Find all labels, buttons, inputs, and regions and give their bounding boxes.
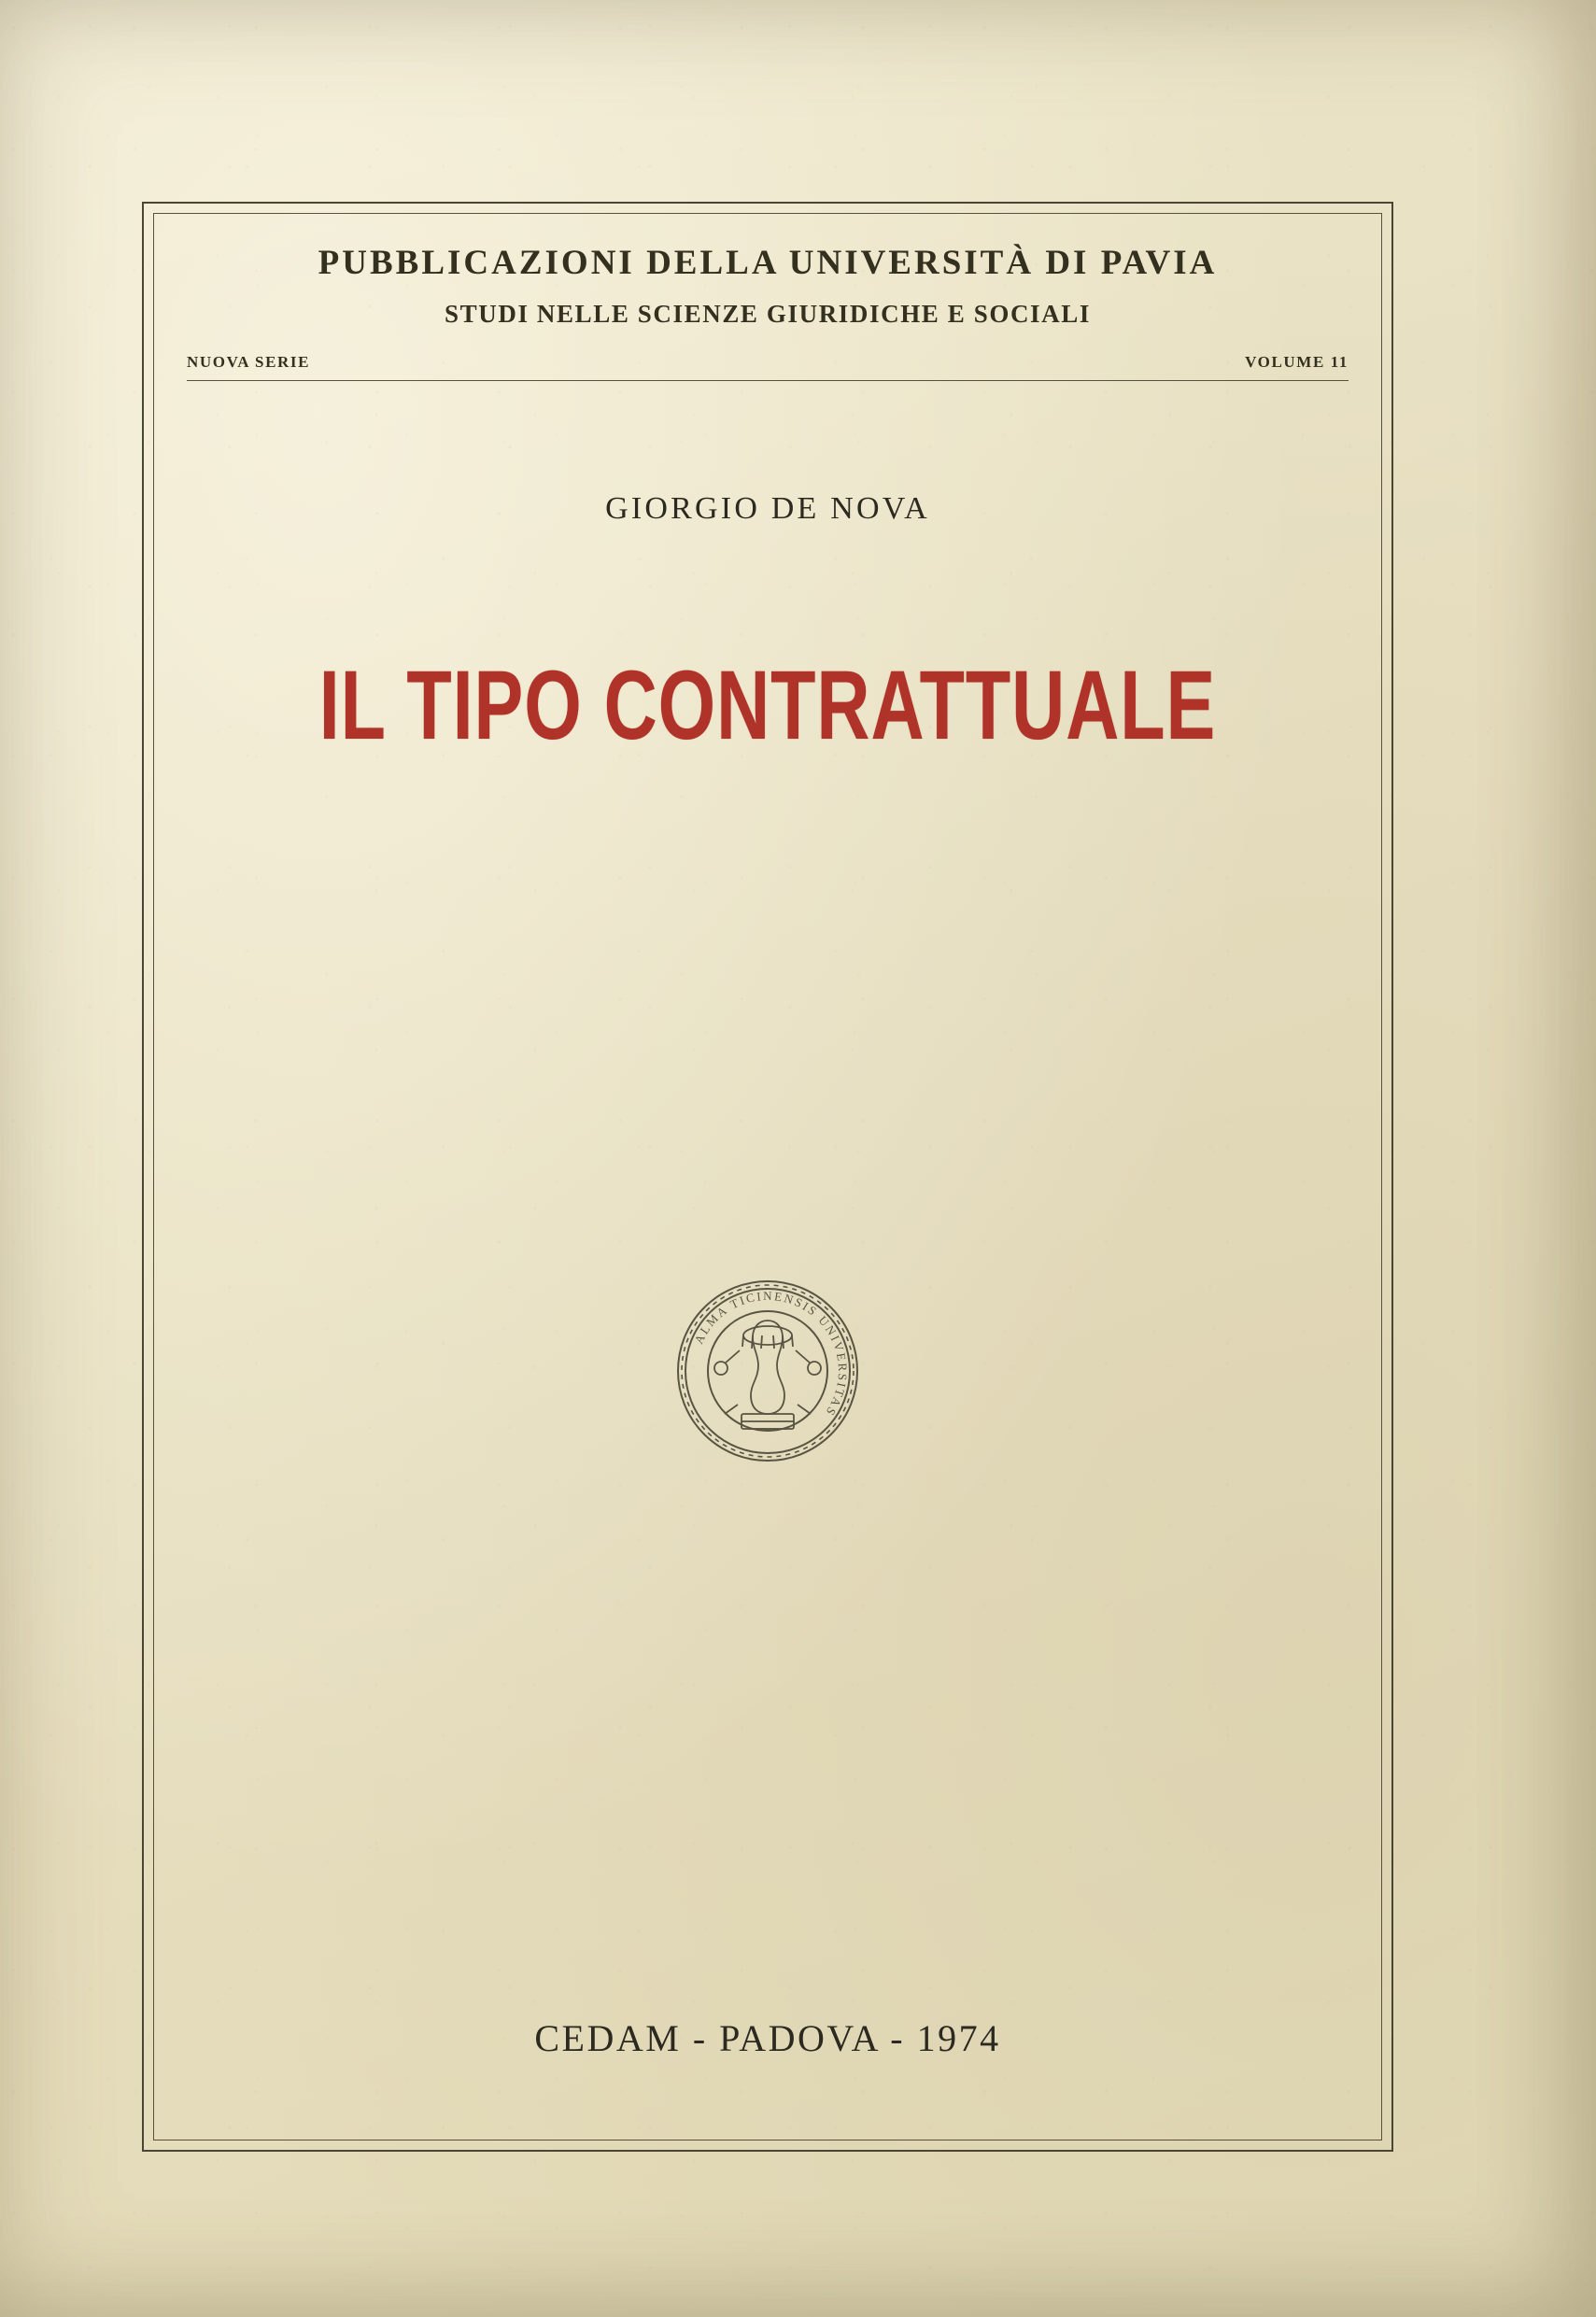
university-seal-icon — [628, 1231, 908, 1511]
publisher-imprint: CEDAM - PADOVA - 1974 — [534, 2017, 1001, 2059]
series-title: PUBBLICAZIONI DELLA UNIVERSITÀ DI PAVIA — [318, 244, 1218, 282]
header-divider — [187, 380, 1349, 381]
series-subtitle: STUDI NELLE SCIENZE GIURIDICHE E SOCIALI — [445, 300, 1091, 328]
university-emblem-wrap — [144, 1231, 1391, 1511]
cover-content — [144, 204, 1391, 2150]
author-name: GIORGIO DE NOVA — [605, 491, 930, 526]
series-label-right: VOLUME 11 — [1245, 353, 1349, 371]
series-meta-row — [187, 353, 1349, 372]
cover-border-frame — [142, 202, 1393, 2152]
series-label-left: NUOVA SERIE — [187, 353, 311, 371]
svg-text:ALMA TICINENSIS UNIVERSITAS: ALMA TICINENSIS UNIVERSITAS — [691, 1288, 851, 1420]
book-title: IL TIPO CONTRATTUALE — [318, 651, 1217, 761]
